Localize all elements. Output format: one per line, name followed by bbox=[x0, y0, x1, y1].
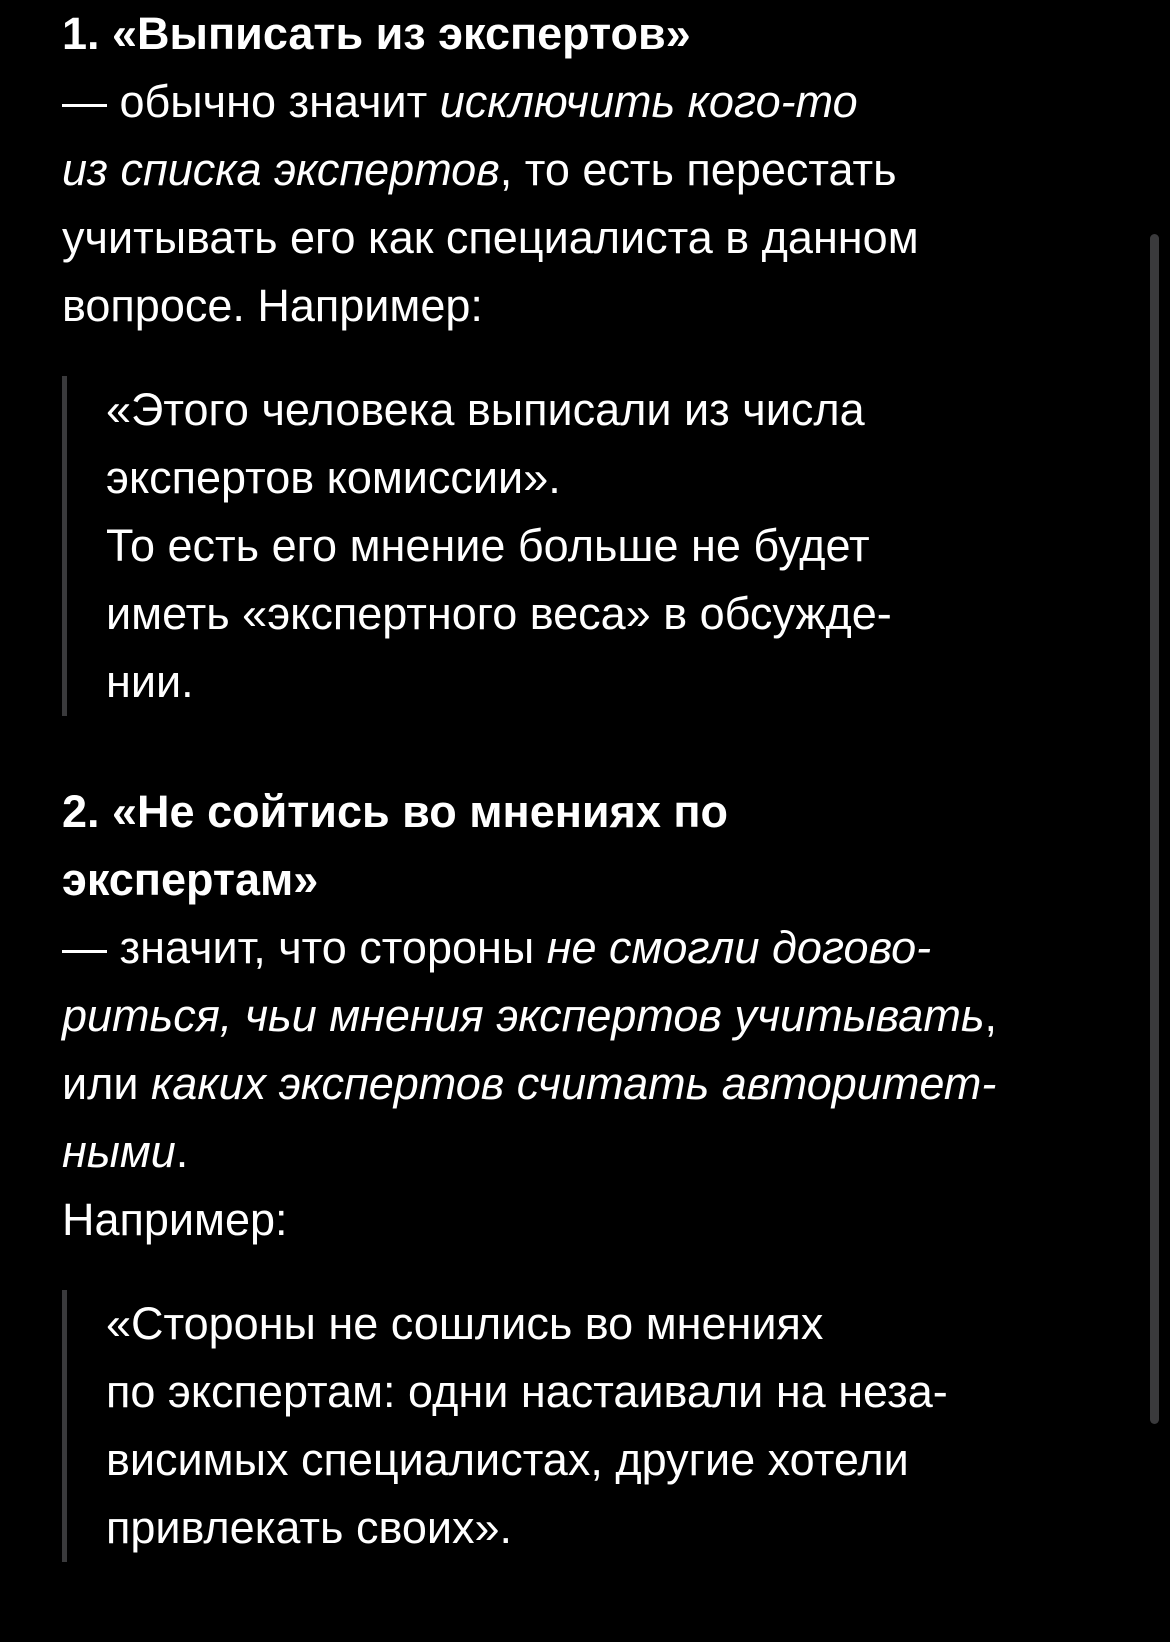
spacer bbox=[62, 716, 1072, 778]
blockquote bbox=[62, 376, 1072, 716]
section-2-text-line bbox=[62, 1118, 1072, 1186]
quote-line: «Стороны не сошлись во мнениях bbox=[106, 1298, 824, 1349]
text-fragment: или bbox=[62, 1058, 152, 1109]
italic-fragment: каких экспертов считать авторитет- bbox=[151, 1058, 997, 1109]
quote-line: То есть его мнение больше не будет bbox=[106, 520, 870, 571]
quote-line: иметь «экспертного веса» в обсужде- bbox=[106, 588, 892, 639]
section-2-text-line bbox=[62, 1050, 1072, 1118]
section-1-text-line: учитывать его как специалиста в данном bbox=[62, 212, 919, 263]
section-1-text-line: вопросе. Например: bbox=[62, 280, 483, 331]
text-fragment: , то есть перестать bbox=[499, 144, 897, 195]
quote-line: «Этого человека выписали из числа bbox=[106, 384, 865, 435]
section-2-heading: экспертам» bbox=[62, 854, 319, 905]
quote-line: по экспертам: одни настаивали на неза- bbox=[106, 1366, 948, 1417]
text-fragment: — обычно значит bbox=[62, 76, 440, 127]
quote-line: привлекать своих». bbox=[106, 1502, 513, 1553]
blockquote-bar bbox=[62, 376, 67, 716]
quote-line: нии. bbox=[106, 656, 194, 707]
text-fragment: , bbox=[984, 990, 997, 1041]
text-fragment: — значит, что стороны bbox=[62, 922, 547, 973]
section-2-text-line: Например: bbox=[62, 1194, 288, 1245]
quote-line: экспертов комиссии». bbox=[106, 452, 561, 503]
section-1-heading: 1. «Выписать из экспертов» bbox=[62, 8, 691, 59]
scrollbar[interactable] bbox=[1150, 234, 1159, 1424]
section-2-text-line bbox=[62, 914, 1072, 982]
italic-fragment: ными bbox=[62, 1126, 176, 1177]
text-fragment: . bbox=[175, 1126, 189, 1177]
italic-fragment: риться, чьи мнения экспертов учитывать bbox=[62, 990, 985, 1041]
blockquote-bar bbox=[62, 1290, 67, 1562]
italic-fragment: исключить кого-то bbox=[439, 76, 858, 127]
quote-line: висимых специалистах, другие хотели bbox=[106, 1434, 909, 1485]
italic-fragment: из списка экспертов bbox=[62, 144, 500, 195]
section-2-heading: 2. «Не сойтись во мнениях по bbox=[62, 786, 729, 837]
section-1-text-line bbox=[62, 136, 1072, 204]
message-text bbox=[62, 0, 1072, 1562]
italic-fragment: не смогли догово- bbox=[546, 922, 932, 973]
blockquote bbox=[62, 1290, 1072, 1562]
section-2-text-line bbox=[62, 982, 1072, 1050]
section-1-text-line bbox=[62, 68, 1072, 136]
